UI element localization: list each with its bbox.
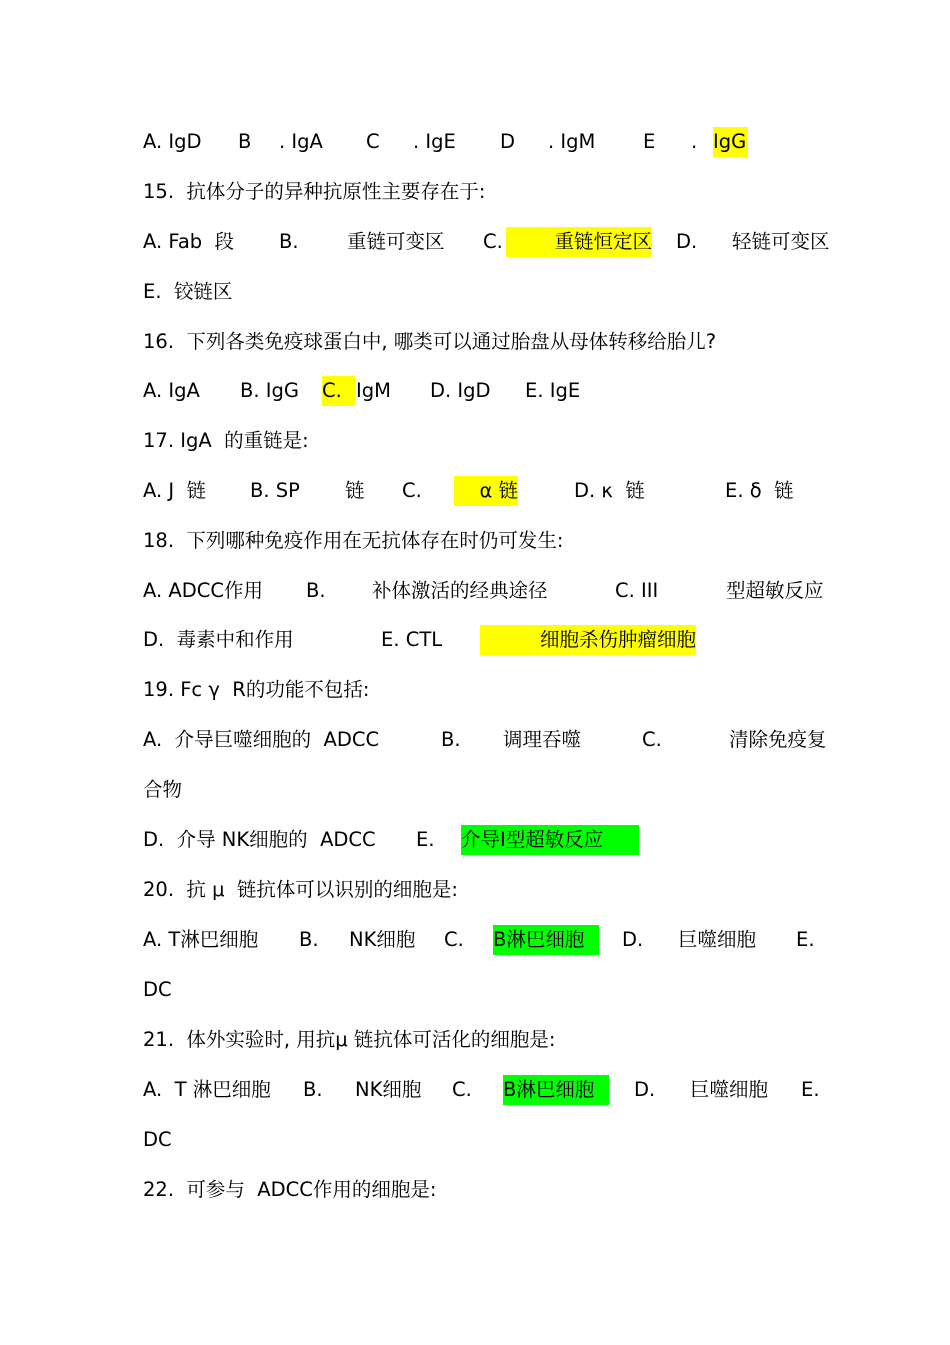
q14-option-c-text: . IgE xyxy=(413,130,456,153)
q20-option-b-text: NK细胞 xyxy=(349,928,416,951)
q21-question-text: 21. 体外实验时, 用抗μ 链抗体可活化的细胞是: xyxy=(143,1028,556,1051)
q14-option-c-label: C xyxy=(366,130,380,153)
q21-question xyxy=(0,1025,950,1055)
q18-option-e-label: E. CTL xyxy=(381,628,443,651)
q14-option-d-label: D xyxy=(500,130,516,153)
q15-option-d-label: D. xyxy=(676,230,698,253)
q17-answer-highlight: α 链 xyxy=(454,476,518,506)
q19-option-c-label: C. xyxy=(642,728,662,751)
q20-options xyxy=(0,925,950,955)
q19-option-e-label: E. xyxy=(416,828,435,851)
q20-option-d-text: 巨噬细胞 xyxy=(678,928,757,951)
q14-option-b-label: B xyxy=(238,130,252,153)
q20-option-b-label: B. xyxy=(299,928,319,951)
q14-options xyxy=(0,127,950,157)
q17-options xyxy=(0,476,950,506)
q17-question-text: 17. IgA 的重链是: xyxy=(143,429,309,452)
q16-option-c-text: IgM xyxy=(356,379,391,402)
q18-question xyxy=(0,526,950,556)
q14-option-e-label: E xyxy=(643,130,656,153)
q17-option-b-label: B. SP xyxy=(250,479,300,502)
q14-option-b-text: . IgA xyxy=(279,130,323,153)
q18-option-b-text: 补体激活的经典途径 xyxy=(372,579,548,602)
q15-answer-highlight: 重链恒定区 xyxy=(506,227,652,257)
q14-option-e-dot: . xyxy=(691,130,698,153)
q19-options xyxy=(0,725,950,755)
q16-answer-highlight: C. xyxy=(322,376,355,406)
q19-option-c-text: 清除免疫复 xyxy=(729,728,827,751)
q18-option-b-label: B. xyxy=(306,579,326,602)
q16-option-a: A. IgA xyxy=(143,379,200,402)
q21-option-c-label: C. xyxy=(452,1078,472,1101)
q16-question-text: 16. 下列各类免疫球蛋白中, 哪类可以通过胎盘从母体转移给胎儿? xyxy=(143,330,717,353)
q20-option-a: A. T淋巴细胞 xyxy=(143,928,259,951)
q20-option-e-label: E. xyxy=(796,928,815,951)
q15-question xyxy=(0,177,950,207)
q18-option-a: A. ADCC作用 xyxy=(143,579,263,602)
q21-option-d-text: 巨噬细胞 xyxy=(690,1078,769,1101)
q17-option-d: D. κ 链 xyxy=(574,479,645,502)
q21-option-d-label: D. xyxy=(634,1078,656,1101)
q21-options-cont xyxy=(0,1125,950,1155)
q21-option-b-text: NK细胞 xyxy=(355,1078,422,1101)
q14-answer-highlight: IgG xyxy=(713,127,748,157)
q17-option-a: A. J 链 xyxy=(143,479,207,502)
q19-answer-highlight: 介导Ⅰ型超敏反应 xyxy=(461,825,639,855)
q20-question-text: 20. 抗 μ 链抗体可以识别的细胞是: xyxy=(143,878,458,901)
q15-options-cont xyxy=(0,277,950,307)
q18-option-c-label: C. III xyxy=(615,579,659,602)
q19-option-c-cont: 合物 xyxy=(143,778,183,801)
q21-option-e-label: E. xyxy=(801,1078,820,1101)
q18-question-text: 18. 下列哪种免疫作用在无抗体存在时仍可发生: xyxy=(143,529,564,552)
q17-option-b-text: 链 xyxy=(345,479,365,502)
q15-option-e: E. 铰链区 xyxy=(143,280,233,303)
q18-option-c-text: 型超敏反应 xyxy=(726,579,824,602)
q15-options xyxy=(0,227,950,257)
q15-option-a: A. Fab 段 xyxy=(143,230,235,253)
q21-option-e-text: DC xyxy=(143,1128,172,1151)
q20-option-c-label: C. xyxy=(444,928,464,951)
q20-option-e-text: DC xyxy=(143,978,172,1001)
q17-option-e: E. δ 链 xyxy=(725,479,794,502)
q19-question xyxy=(0,675,950,705)
q16-question xyxy=(0,327,950,357)
q17-option-c-label: C. xyxy=(402,479,422,502)
q19-option-b-text: 调理吞噬 xyxy=(503,728,582,751)
q15-option-d-text: 轻链可变区 xyxy=(732,230,830,253)
q22-question-text: 22. 可参与 ADCC作用的细胞是: xyxy=(143,1178,437,1201)
q18-answer-highlight: 细胞杀伤肿瘤细胞 xyxy=(480,625,696,655)
q19-question-text: 19. Fc γ R的功能不包括: xyxy=(143,678,370,701)
q14-option-d-text: . IgM xyxy=(548,130,596,153)
q19-options-cont xyxy=(0,775,950,805)
q20-options-cont xyxy=(0,975,950,1005)
q22-question xyxy=(0,1175,950,1205)
q15-option-c-label: C. xyxy=(483,230,503,253)
q21-options xyxy=(0,1075,950,1105)
q19-option-a: A. 介导巨噬细胞的 ADCC xyxy=(143,728,380,751)
q21-option-b-label: B. xyxy=(303,1078,323,1101)
q16-options xyxy=(0,376,950,406)
q17-question xyxy=(0,426,950,456)
q21-option-a: A. T 淋巴细胞 xyxy=(143,1078,271,1101)
q18-options xyxy=(0,576,950,606)
q16-option-b: B. IgG xyxy=(240,379,300,402)
q19-option-d: D. 介导 NK细胞的 ADCC xyxy=(143,828,376,851)
q20-answer-highlight: B淋巴细胞 xyxy=(493,925,599,955)
q19-options-cont2 xyxy=(0,825,950,855)
q16-option-d: D. IgD xyxy=(430,379,491,402)
q14-option-a: A. IgD xyxy=(143,130,202,153)
q15-question-text: 15. 抗体分子的异种抗原性主要存在于: xyxy=(143,180,486,203)
q15-option-b-label: B. xyxy=(279,230,299,253)
q20-question xyxy=(0,875,950,905)
q15-option-b-text: 重链可变区 xyxy=(347,230,445,253)
q20-option-d-label: D. xyxy=(622,928,644,951)
q21-answer-highlight: B淋巴细胞 xyxy=(503,1075,609,1105)
q19-option-b-label: B. xyxy=(441,728,461,751)
q18-options-cont xyxy=(0,625,950,655)
q18-option-d: D. 毒素中和作用 xyxy=(143,628,294,651)
q16-option-e: E. IgE xyxy=(525,379,581,402)
